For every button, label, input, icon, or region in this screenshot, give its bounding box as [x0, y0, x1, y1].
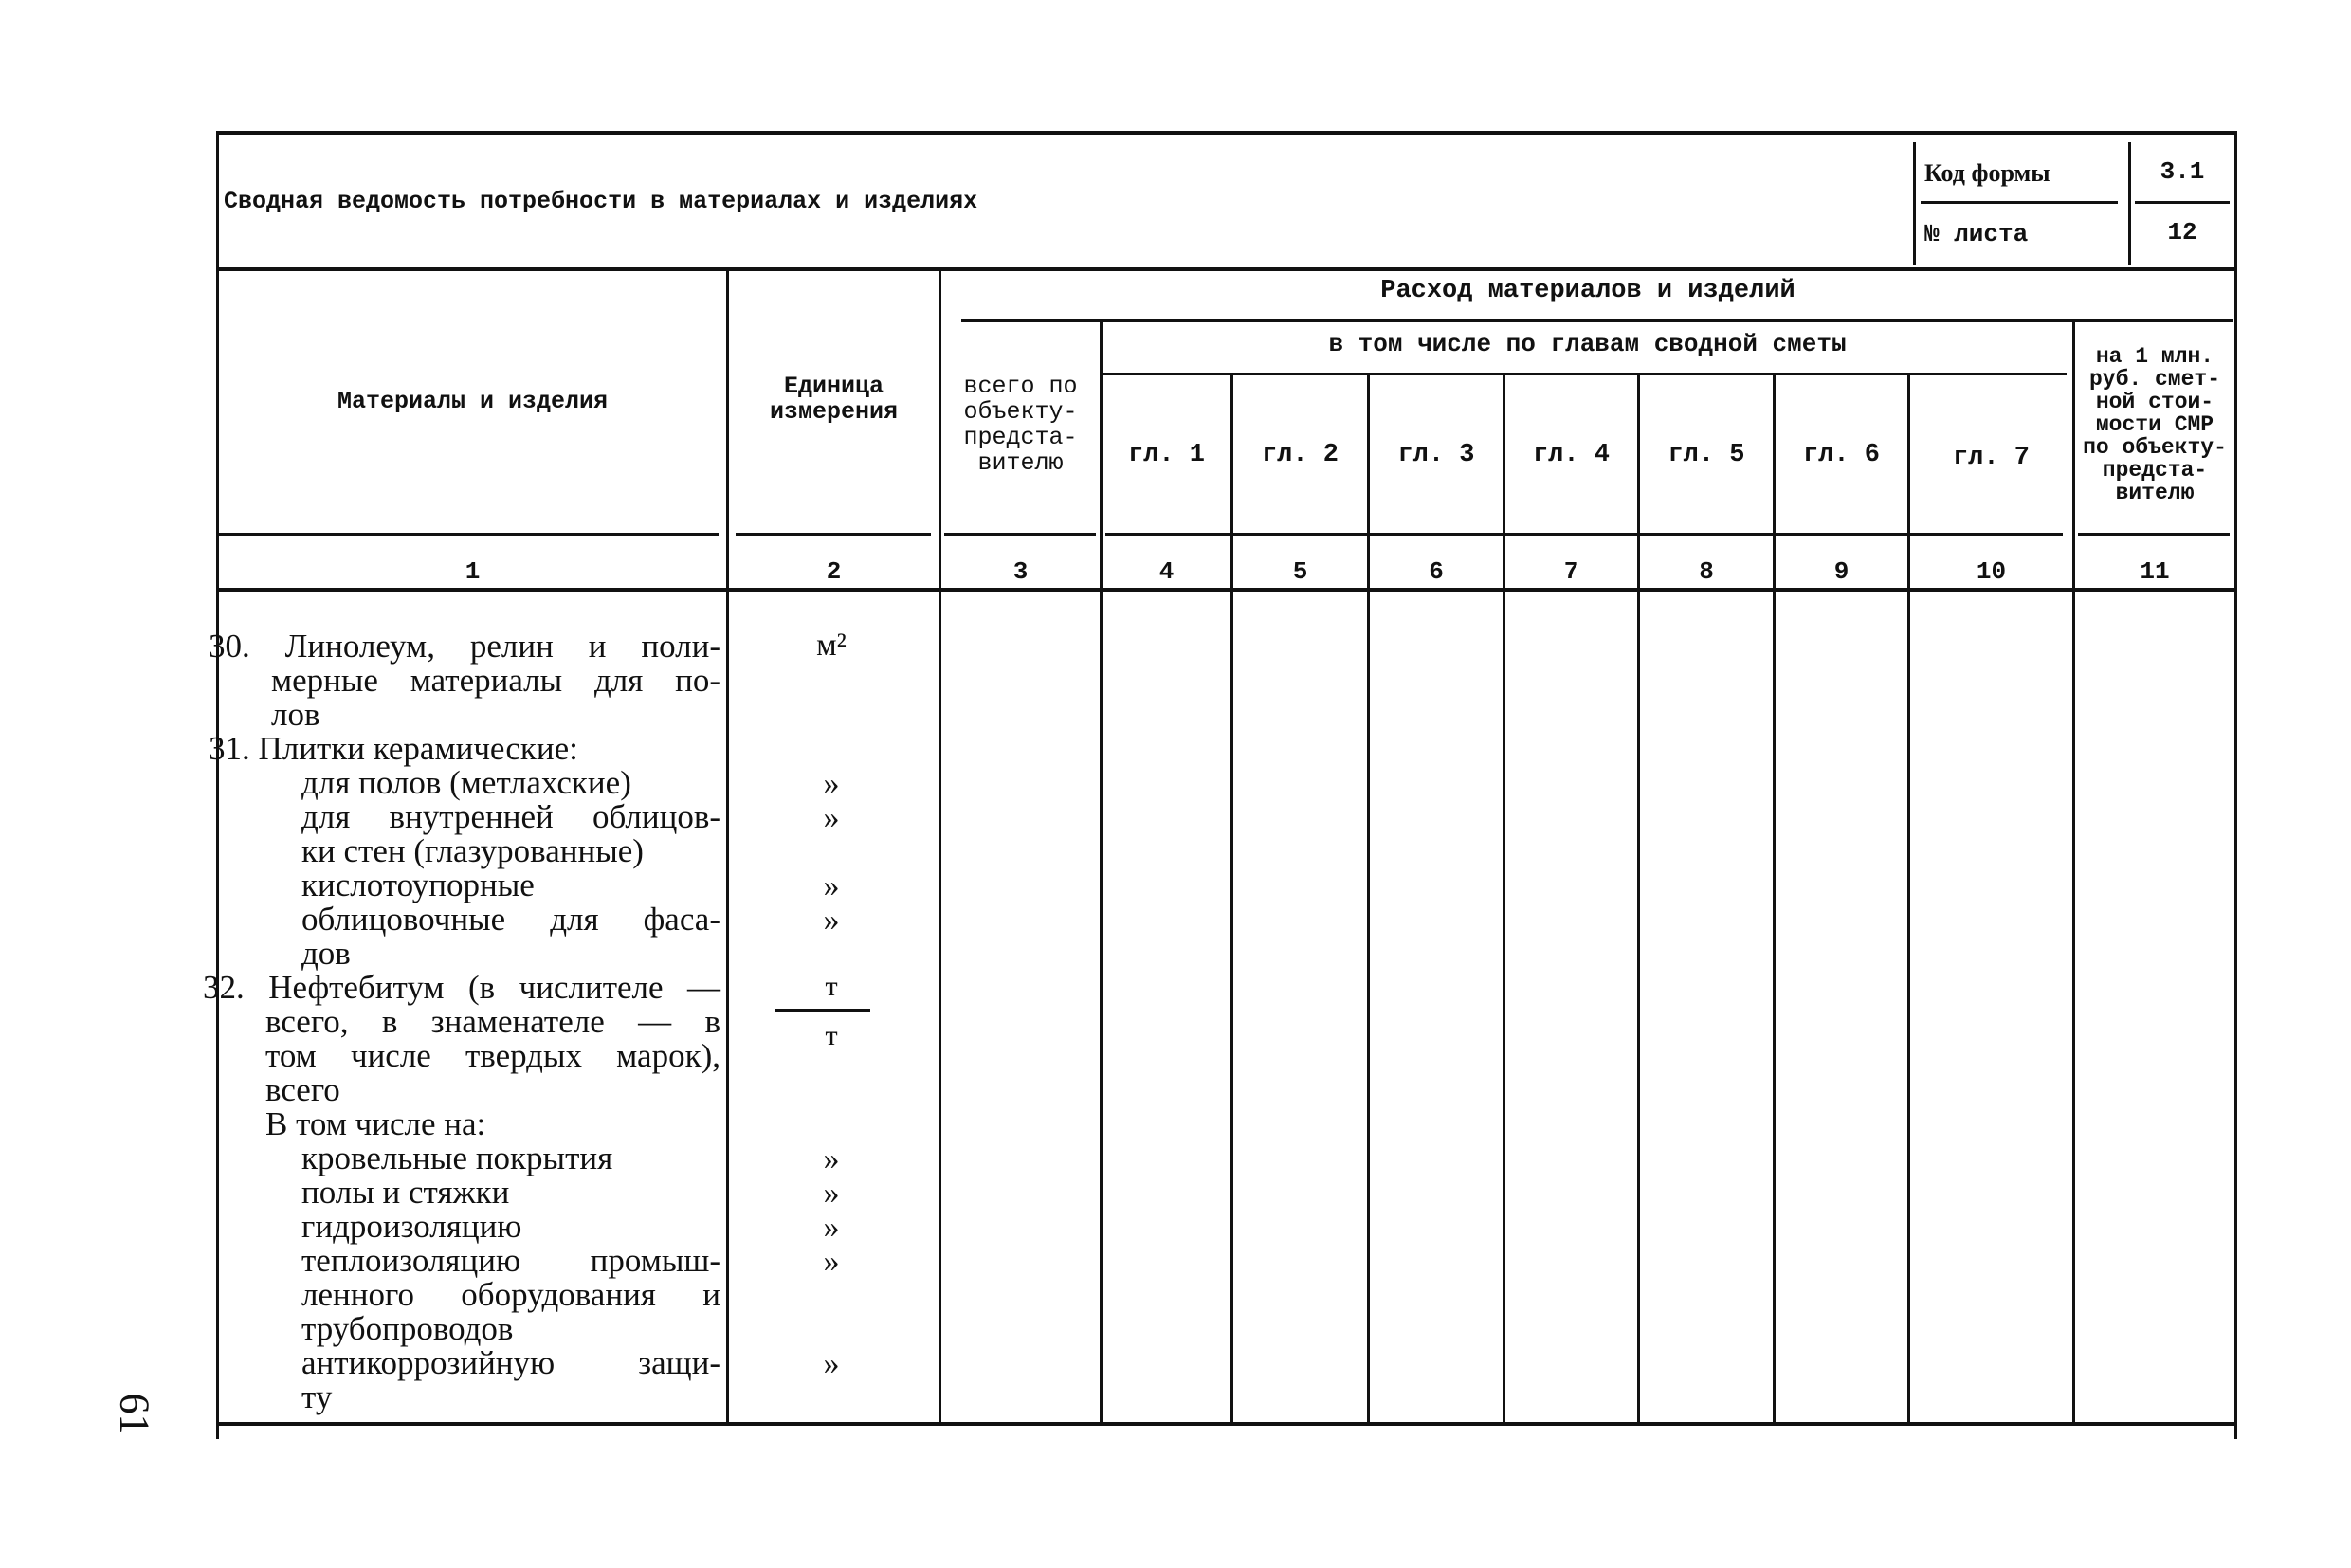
header-ch5: гл. 5 — [1668, 441, 1745, 469]
header-ch2: гл. 2 — [1261, 441, 1339, 469]
colnum-7: 7 — [1563, 557, 1579, 586]
row-unit: » — [823, 903, 840, 938]
row-text: для полов (метлахские) — [301, 764, 631, 801]
row-text: В том числе на: — [265, 1105, 486, 1142]
row-text: 32. Нефтебитум (в числителе — — [203, 969, 720, 1006]
row-text: ки стен (глазурованные) — [301, 832, 644, 869]
unit-numerator: т — [825, 971, 838, 1002]
row-unit: м² — [816, 628, 847, 663]
header-per-million-text: на 1 млн. руб. смет-ной стои-мости СМР по объекту-предста-вителю — [2083, 344, 2227, 505]
row-unit: » — [823, 1141, 840, 1176]
header-ch6: гл. 6 — [1802, 441, 1880, 469]
fraction-bar — [775, 1009, 870, 1012]
row-text: теплоизоляцию промыш- — [301, 1242, 720, 1279]
row-text: всего — [265, 1071, 340, 1108]
form-code-label: Код формы — [1924, 159, 2050, 187]
colnum-10: 10 — [1976, 557, 2007, 586]
row-text: кислотоупорные — [301, 866, 535, 903]
row-unit: » — [823, 1346, 840, 1381]
colnum-4: 4 — [1158, 557, 1175, 586]
header-ch4: гл. 4 — [1532, 441, 1610, 469]
header-ch3: гл. 3 — [1397, 441, 1475, 469]
header-unit — [729, 374, 939, 425]
row-text: трубопроводов — [301, 1310, 514, 1347]
colnum-3: 3 — [1012, 557, 1029, 586]
colnum-5: 5 — [1292, 557, 1308, 586]
row-unit: » — [823, 1176, 840, 1211]
form-code-value: 3.1 — [2160, 157, 2205, 186]
header-ch1: гл. 1 — [1127, 441, 1205, 469]
colnum-1: 1 — [465, 557, 481, 586]
colnum-2: 2 — [826, 557, 842, 586]
header-unit-text: Единица измерения — [769, 373, 899, 426]
row-text: полы и стяжки — [301, 1174, 510, 1211]
row-text: всего, в знаменателе — в — [265, 1003, 720, 1040]
colnum-9: 9 — [1833, 557, 1850, 586]
colnum-6: 6 — [1429, 557, 1444, 586]
header-ch7: гл. 7 — [1952, 444, 2030, 472]
row-unit: » — [823, 766, 840, 801]
row-text: 31. Плитки керамические: — [209, 730, 578, 767]
row-text: облицовочные для фаса- — [301, 901, 720, 938]
row-unit: » — [823, 1210, 840, 1245]
header-subgroup: в том числе по главам сводной сметы — [1328, 330, 1847, 358]
sheet-label: № листа — [1924, 220, 2029, 248]
row-text: кровельные покрытия — [301, 1140, 613, 1176]
row-text: антикоррозийную защи- — [301, 1344, 720, 1381]
row-unit: » — [823, 800, 840, 835]
row-text: дов — [301, 935, 351, 972]
row-text: 30. Линолеум, релин и поли- — [209, 628, 720, 665]
colnum-8: 8 — [1699, 557, 1714, 586]
sheet-value: 12 — [2167, 218, 2197, 246]
header-total-text: всего по объекту-предста-вителю — [963, 373, 1078, 477]
row-text: гидроизоляцию — [301, 1208, 522, 1245]
row-text: мерные материалы для по- — [271, 662, 720, 699]
row-text: ту — [301, 1378, 333, 1415]
row-unit: » — [823, 1244, 840, 1279]
row-unit: » — [823, 868, 840, 903]
unit-denominator: т — [825, 1020, 838, 1051]
colnum-11: 11 — [2140, 557, 2170, 586]
form-title: Сводная ведомость потребности в материалах и изделиях — [224, 188, 978, 215]
header-per-million — [2075, 345, 2234, 504]
row-text: лов — [271, 696, 320, 733]
row-text: том числе твердых марок), — [265, 1037, 720, 1074]
header-total — [941, 374, 1100, 476]
page-number: 61 — [111, 1393, 158, 1435]
header-materials: Материалы и изделия — [337, 388, 609, 415]
header-group: Расход материалов и изделий — [1380, 277, 1795, 305]
row-text: ленного оборудования и — [301, 1276, 720, 1313]
row-text: для внутренней облицов- — [301, 798, 720, 835]
